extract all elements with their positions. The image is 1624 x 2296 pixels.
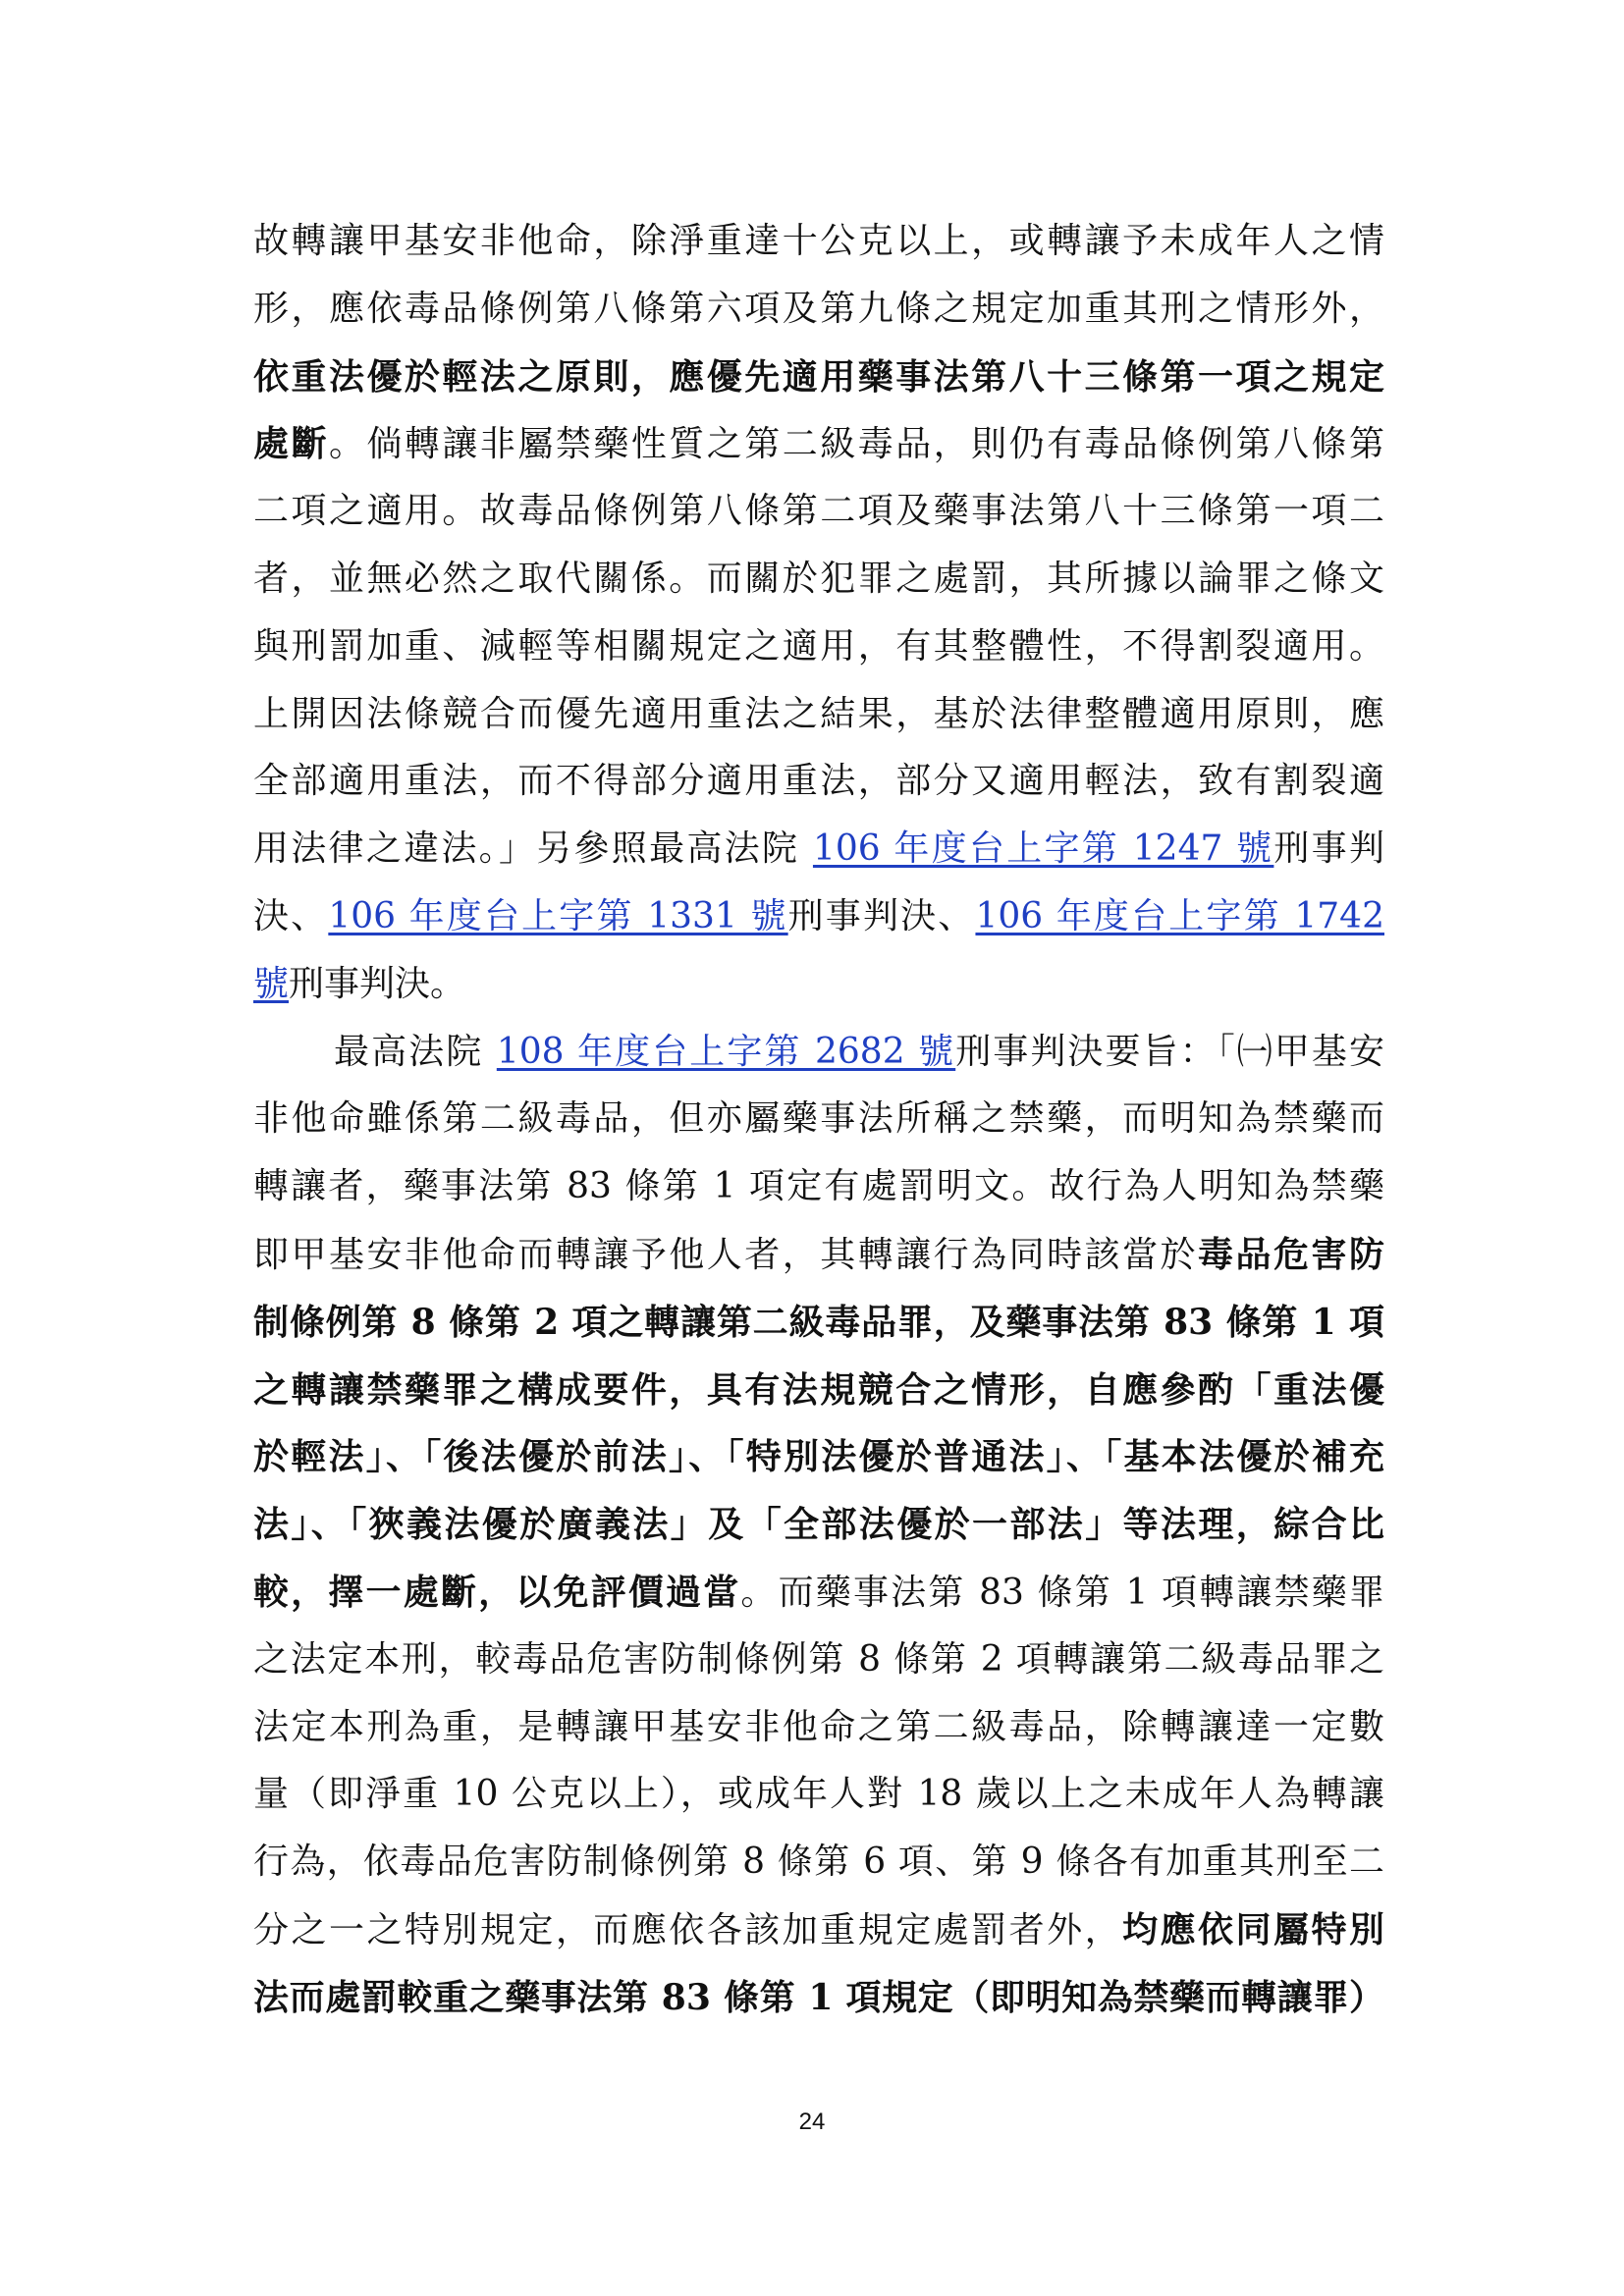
text-segment: 刑事判決、 [787, 895, 976, 936]
text-line: 之法定本刑，較毒品危害防制條例第 8 條第 2 項轉讓第二級毒品罪之 [253, 1638, 1384, 1680]
case-link-106-1331[interactable]: 106 年度台上字第 1331 號 [328, 895, 788, 936]
text-line: 量（即淨重 10 公克以上），或成年人對 18 歲以上之未成年人為轉讓 [253, 1774, 1384, 1815]
text-line: 與刑罰加重、減輕等相關規定之適用，有其整體性，不得割裂適用。 [253, 625, 1384, 667]
case-link-106-1742[interactable]: 106 年度台上字第 1742 [975, 895, 1384, 936]
text-segment: 刑事判決。 [289, 963, 466, 1004]
case-link-108-2682[interactable]: 108 年度台上字第 2682 號 [496, 1031, 956, 1072]
text-line: 故轉讓甲基安非他命，除淨重達十公克以上，或轉讓予未成年人之情 [253, 221, 1384, 261]
text-line: 上開因法條競合而優先適用重法之結果，基於法律整體適用原則，應 [253, 693, 1384, 734]
text-line: 者，並無必然之取代關係。而關於犯罪之處罰，其所據以論罪之條文 [253, 558, 1384, 599]
text-segment: 即甲基安非他命而轉讓予他人者，其轉讓行為同時該當於 [253, 1234, 1199, 1275]
text-segment: 刑事判 [1273, 828, 1384, 870]
text-line [253, 1896, 1384, 1964]
text-line [253, 1221, 1384, 1289]
text-segment: 刑事判決要旨：「㈠甲基安 [955, 1031, 1384, 1072]
text-line: 法定本刑為重，是轉讓甲基安非他命之第二級毒品，除轉讓達一定數 [253, 1706, 1384, 1747]
text-line: 行為，依毒品危害防制條例第 8 條第 6 項、第 9 條各有加重其刑至二 [253, 1842, 1384, 1883]
text-line: 轉讓者，藥事法第 83 條第 1 項定有處罰明文。故行為人明知為禁藥 [253, 1166, 1384, 1207]
text-line: 二項之適用。故毒品條例第八條第二項及藥事法第八十三條第一項二 [253, 491, 1384, 532]
bold-text: 較，擇一處斷，以免評價過當 [253, 1571, 741, 1613]
text-line [253, 1019, 1384, 1087]
text-line: 非他命雖係第二級毒品，但亦屬藥事法所稱之禁藥，而明知為禁藥而 [253, 1098, 1384, 1140]
text-line [253, 883, 1384, 951]
case-link-106-1247[interactable]: 106 年度台上字第 1247 號 [812, 828, 1274, 870]
text-segment: 分之一之特別規定，而應依各該加重規定處罰者外， [253, 1909, 1123, 1950]
bold-text: 均應依同屬特別 [1122, 1908, 1384, 1950]
bold-text-line: 依重法優於輕法之原則，應優先適用藥事法第八十三條第一項之規定 [253, 355, 1384, 398]
text-line [253, 410, 1384, 478]
case-link-106-1742-cont[interactable]: 號 [253, 963, 290, 1004]
page-number: 24 [798, 2109, 826, 2135]
text-line [253, 951, 1384, 1019]
text-line [253, 1559, 1384, 1627]
text-segment: 。倘轉讓非屬禁藥性質之第二級毒品，則仍有毒品條例第八條第 [328, 424, 1384, 465]
text-line: 形，應依毒品條例第八條第六項及第九條之規定加重其刑之情形外， [253, 288, 1384, 329]
bold-text: 毒品危害防 [1198, 1233, 1384, 1275]
text-segment: 決、 [253, 895, 329, 936]
text-line: 全部適用重法，而不得部分適用重法，部分又適用輕法，致有割裂適 [253, 761, 1384, 802]
bold-text-line: 制條例第 8 條第 2 項之轉讓第二級毒品罪，及藥事法第 83 條第 1 項 [253, 1301, 1384, 1343]
bold-text-line: 法」、「狹義法優於廣義法」及「全部法優於一部法」等法理，綜合比 [253, 1504, 1384, 1546]
bold-text-line: 於輕法」、「後法優於前法」、「特別法優於普通法」、「基本法優於補充 [253, 1436, 1384, 1478]
bold-text-line: 之轉讓禁藥罪之構成要件，具有法規競合之情形，自應參酌「重法優 [253, 1368, 1384, 1411]
body-text [253, 208, 1384, 2032]
text-line [253, 816, 1384, 883]
text-segment: 。而藥事法第 83 條第 1 項轉讓禁藥罪 [740, 1572, 1384, 1613]
text-segment: 最高法院 [334, 1031, 497, 1072]
bold-text: 處斷 [253, 423, 329, 465]
text-segment: 用法律之違法。」另參照最高法院 [253, 828, 813, 870]
bold-text-line: 法而處罰較重之藥事法第 83 條第 1 項規定（即明知為禁藥而轉讓罪） [253, 1976, 1384, 2018]
